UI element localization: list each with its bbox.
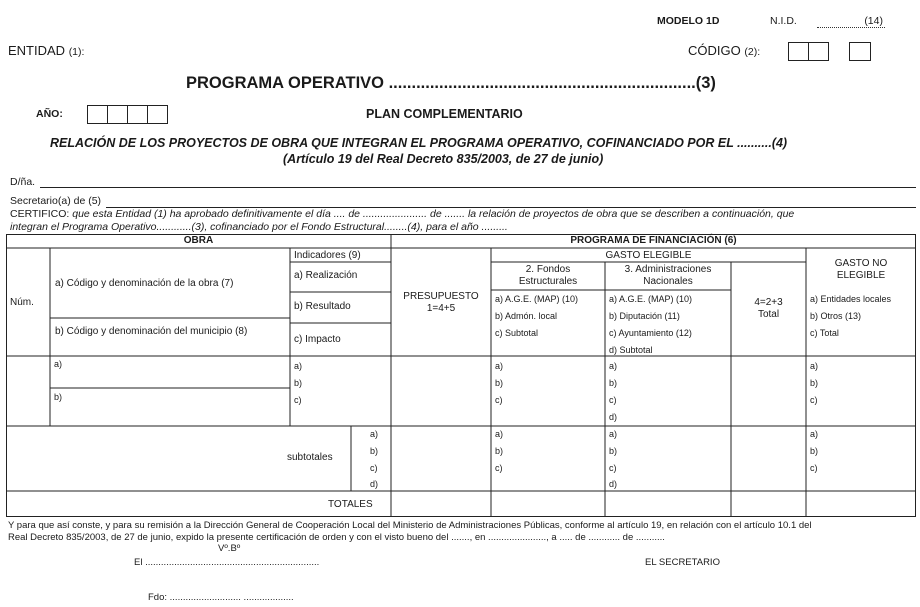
fondos-a: a) A.G.E. (MAP) (10) bbox=[495, 294, 579, 304]
ne-a: a) Entidades locales bbox=[810, 294, 892, 304]
entidad-label: ENTIDAD (1): bbox=[8, 43, 85, 58]
sub-admin-b: b) bbox=[609, 446, 618, 456]
secretario-signature-label: EL SECRETARIO bbox=[645, 557, 720, 568]
projects-table bbox=[6, 234, 916, 517]
programa-header: PROGRAMA DE FINANCIACIÓN (6) bbox=[570, 235, 737, 246]
row-ne-b: b) bbox=[810, 378, 819, 388]
sub-d: d) bbox=[370, 479, 379, 489]
indicadores-header: Indicadores (9) bbox=[294, 250, 361, 261]
table-grid bbox=[6, 234, 916, 517]
sub-admin-a: a) bbox=[609, 429, 618, 439]
nid-label: N.I.D. bbox=[770, 15, 797, 27]
ind-b-header: b) Resultado bbox=[294, 301, 351, 312]
dna-line[interactable] bbox=[40, 187, 916, 188]
codigo-boxes-1[interactable] bbox=[788, 42, 829, 61]
admin-c: c) Ayuntamiento (12) bbox=[609, 328, 692, 338]
codigo-label: CÓDIGO (2): bbox=[688, 43, 761, 58]
fondos-c: c) Subtotal bbox=[495, 328, 539, 338]
row-admin-d: d) bbox=[609, 412, 618, 422]
row-fondos-a: a) bbox=[495, 361, 504, 371]
admin-d: d) Subtotal bbox=[609, 345, 653, 355]
presupuesto-header: PRESUPUESTO 1=4+5 bbox=[403, 291, 479, 314]
no-elegible-header: GASTO NO ELEGIBLE bbox=[834, 258, 888, 281]
footer-text-2: Real Decreto 835/2003, de 27 de junio, expido la presente certificación de orden y con el visto bueno del ......., en ......................, a ..... de ............ de ........... bbox=[8, 532, 665, 543]
vobo-label: Vº.Bº bbox=[218, 543, 241, 554]
dna-label: D/ña. bbox=[10, 176, 36, 188]
row-obra-b: b) bbox=[54, 392, 63, 402]
page-title: PROGRAMA OPERATIVO ...................................................................(3) bbox=[186, 74, 716, 92]
fondos-b: b) Admón. local bbox=[495, 311, 558, 321]
row-admin-b: b) bbox=[609, 378, 618, 388]
certifico-line-2: integran el Programa Operativo............(3), cofinanciado por el Fondo Estructural........(4), para el año ......... bbox=[10, 221, 508, 233]
admin-b: b) Diputación (11) bbox=[609, 311, 680, 321]
row-admin-a: a) bbox=[609, 361, 618, 371]
codigo-boxes-2[interactable] bbox=[849, 42, 871, 61]
sub-ne-b: b) bbox=[810, 446, 819, 456]
num-header: Núm. bbox=[10, 297, 34, 308]
obra-a-header: a) Código y denominación de la obra (7) bbox=[55, 278, 234, 289]
row-ind-a: a) bbox=[294, 361, 303, 371]
el-signature-line: El .................................................................. bbox=[134, 557, 320, 568]
gasto-elegible-header: GASTO ELEGIBLE bbox=[605, 250, 692, 261]
ano-boxes[interactable] bbox=[87, 105, 168, 124]
sub-admin-d: d) bbox=[609, 479, 618, 489]
secretario-label: Secretario(a) de (5) bbox=[10, 195, 102, 207]
row-obra-a: a) bbox=[54, 359, 63, 369]
sub-ne-a: a) bbox=[810, 429, 819, 439]
sub-ne-c: c) bbox=[810, 463, 818, 473]
plan-label: PLAN COMPLEMENTARIO bbox=[366, 107, 523, 121]
row-ne-a: a) bbox=[810, 361, 819, 371]
sub-c: c) bbox=[370, 463, 378, 473]
relacion-title: RELACIÓN DE LOS PROYECTOS DE OBRA QUE INTEGRAN EL PROGRAMA OPERATIVO, COFINANCIADO POR EL ..........(4) bbox=[50, 136, 788, 150]
obra-header: OBRA bbox=[183, 235, 214, 246]
modelo-label: MODELO 1D bbox=[657, 15, 720, 27]
sub-fondos-a: a) bbox=[495, 429, 504, 439]
sub-admin-c: c) bbox=[609, 463, 617, 473]
sub-b: b) bbox=[370, 446, 379, 456]
row-fondos-c: c) bbox=[495, 395, 503, 405]
sub-fondos-c: c) bbox=[495, 463, 503, 473]
certifico-line-1: CERTIFICO: que esta Entidad (1) ha aprobado definitivamente el día .... de ...................... de ....... la relación de proyectos de obra que se describen a continuación, que bbox=[10, 208, 795, 220]
row-ind-b: b) bbox=[294, 378, 303, 388]
fondos-header: 2. Fondos Estructurales bbox=[518, 264, 578, 287]
totales-label: TOTALES bbox=[328, 499, 373, 510]
ano-label: AÑO: bbox=[36, 108, 63, 120]
ne-c: c) Total bbox=[810, 328, 839, 338]
sub-a: a) bbox=[370, 429, 379, 439]
row-ne-c: c) bbox=[810, 395, 818, 405]
obra-b-header: b) Código y denominación del municipio (8) bbox=[55, 326, 248, 337]
ind-c-header: c) Impacto bbox=[294, 334, 341, 345]
relacion-subtitle: (Artículo 19 del Real Decreto 835/2003, de 27 de junio) bbox=[283, 152, 604, 166]
admin-header: 3. Administraciones Nacionales bbox=[624, 264, 712, 287]
row-fondos-b: b) bbox=[495, 378, 504, 388]
ind-a-header: a) Realización bbox=[294, 270, 358, 281]
row-admin-c: c) bbox=[609, 395, 617, 405]
row-ind-c: c) bbox=[294, 395, 302, 405]
footer-text-1: Y para que así conste, y para su remisión a la Dirección General de Cooperación Local del Ministerio de Administraciones Públicas, conforme al artículo 19, en relación con el artículo 10.1 del bbox=[8, 520, 812, 531]
fdo-line: Fdo: ........................... ................... bbox=[148, 592, 294, 603]
ne-b: b) Otros (13) bbox=[810, 311, 862, 321]
total-header: 4=2+3 Total bbox=[754, 297, 783, 320]
subtotales-label: subtotales bbox=[287, 452, 333, 463]
sub-fondos-b: b) bbox=[495, 446, 504, 456]
admin-a: a) A.G.E. (MAP) (10) bbox=[609, 294, 693, 304]
nid-value: (14) bbox=[817, 15, 885, 28]
